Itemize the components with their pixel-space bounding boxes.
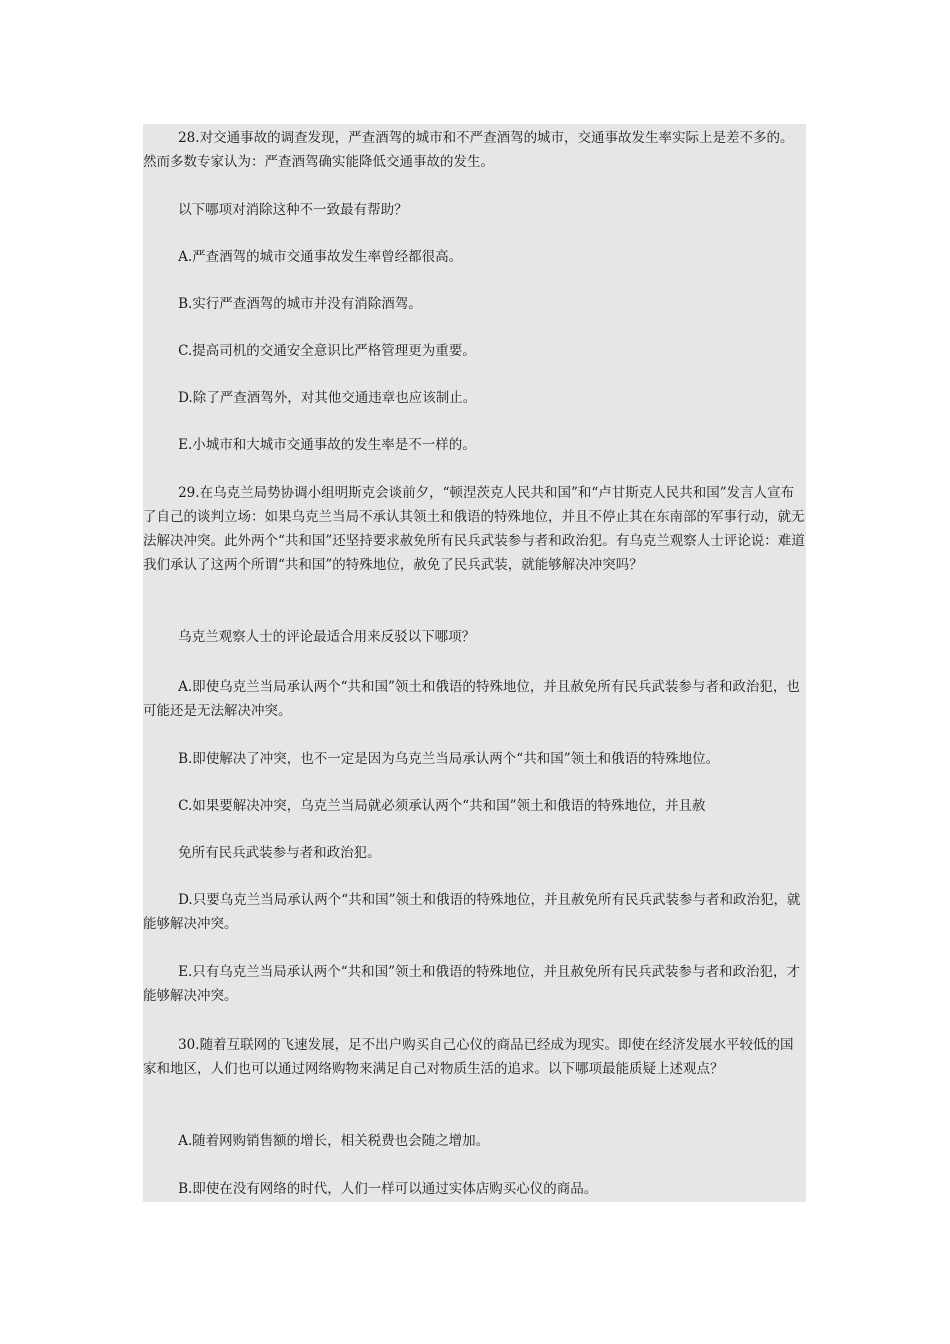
q29-option-e: E.只有乌克兰当局承认两个“共和国”领土和俄语的特殊地位，并且赦免所有民兵武装参与者和政治犯，才能够解决冲突。 xyxy=(143,964,801,1004)
q30-option-a: A.随着网购销售额的增长，相关税费也会随之增加。 xyxy=(178,1133,490,1149)
q29-option-c-line2: 免所有民兵武装参与者和政治犯。 xyxy=(178,845,381,861)
q29-option-a: A.即使乌克兰当局承认两个“共和国”领土和俄语的特殊地位，并且赦免所有民兵武装参与者和政治犯，也可能还是无法解决冲突。 xyxy=(143,679,800,719)
q29-option-c-line1: C.如果要解决冲突，乌克兰当局就必须承认两个“共和国”领土和俄语的特殊地位，并且赦 xyxy=(178,798,706,814)
q28-prompt: 以下哪项对消除这种不一致最有帮助？ xyxy=(178,202,408,218)
document-content xyxy=(143,124,806,1202)
q30-option-b: B.即使在没有网络的时代，人们一样可以通过实体店购买心仪的商品。 xyxy=(178,1181,598,1197)
q29-prompt: 乌克兰观察人士的评论最适合用来反驳以下哪项？ xyxy=(178,629,476,645)
q29-stem: 29.在乌克兰局势协调小组明斯克会谈前夕，“顿涅茨克人民共和国”和“卢甘斯克人民共和国”发言人宣布了自己的谈判立场：如果乌克兰当局不承认其领土和俄语的特殊地位，并且不停止其在东南部的军事行动，就无法解决冲突。此外两个“共和国”还坚持要求赦免所有民兵武装参与者和政治犯。有乌克兰观察人士评论说：难道我们承认了这两个所谓“共和国”的特殊地位，赦免了民兵武装，就能够解决冲突吗？ xyxy=(143,485,805,573)
q29-option-d: D.只要乌克兰当局承认两个“共和国”领土和俄语的特殊地位，并且赦免所有民兵武装参与者和政治犯，就能够解决冲突。 xyxy=(143,892,801,932)
q28-option-e: E.小城市和大城市交通事故的发生率是不一样的。 xyxy=(178,437,476,453)
q28-option-b: B.实行严查酒驾的城市并没有消除酒驾。 xyxy=(178,296,422,312)
q28-option-d: D.除了严查酒驾外，对其他交通违章也应该制止。 xyxy=(178,390,477,406)
q29-option-b: B.即使解决了冲突，也不一定是因为乌克兰当局承认两个“共和国”领土和俄语的特殊地位。 xyxy=(178,751,720,767)
q30-stem: 30.随着互联网的飞速发展，足不出户购买自己心仪的商品已经成为现实。即使在经济发展水平较低的国家和地区，人们也可以通过网络购物来满足自己对物质生活的追求。以下哪项最能质疑上述观点？ xyxy=(143,1037,794,1077)
q28-option-a: A.严查酒驾的城市交通事故发生率曾经都很高。 xyxy=(178,249,463,265)
q28-option-c: C.提高司机的交通安全意识比严格管理更为重要。 xyxy=(178,343,476,359)
q28-stem: 28.对交通事故的调查发现，严查酒驾的城市和不严查酒驾的城市，交通事故发生率实际上是差不多的。然而多数专家认为：严查酒驾确实能降低交通事故的发生。 xyxy=(143,130,794,170)
